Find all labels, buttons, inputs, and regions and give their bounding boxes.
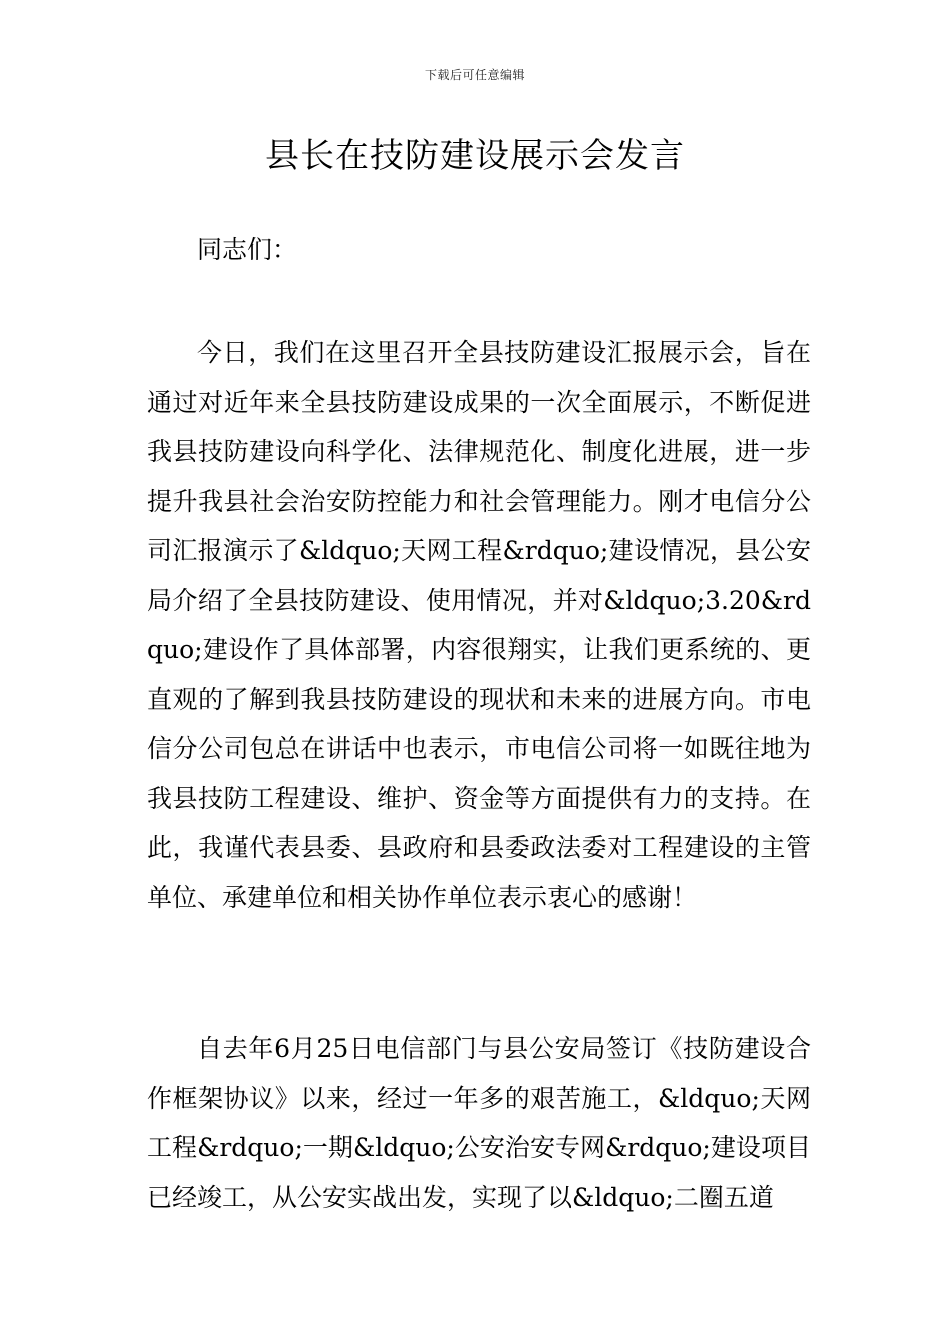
header-note: 下载后可任意编辑 xyxy=(424,68,525,82)
document-title: 县长在技防建设展示会发言 xyxy=(265,136,685,176)
salutation: 同志们： xyxy=(197,235,298,264)
body-paragraph-1: 今日，我们在这里召开全县技防建设汇报展示会，旨在通过对近年来全县技防建设成果的一次全面展示，不断促进我县技防建设向科学化、法律规范化、制度化进展，进一步提升我县社会治安防控能力和社会管理能力。刚才电信分公司汇报演示了&ldquo;天网工程&rdquo;建设情况，县公安局介绍了全县技防建设、使用情况，并对&ldquo;3.20&rdquo;建设作了具体部署，内容很翔实，让我们更系统的、更直观的了解到我县技防建设的现状和未来的进展方向。市电信分公司包总在讲话中也表示，市电信公司将一如既往地为我县技防工程建设、维护、资金等方面提供有力的支持。在此，我谨代表县委、县政府和县委政法委对工程建设的主管单位、承建单位和相关协作单位表示衷心的感谢！ xyxy=(147,338,811,912)
body-paragraph-2: 自去年6月25日电信部门与县公安局签订《技防建设合作框架协议》以来，经过一年多的艰苦施工，&ldquo;天网工程&rdquo;一期&ldquo;公安治安专网&rdquo;建设项目已经竣工，从公安实战出发，实现了以&ldquo;二圈五道 xyxy=(147,1034,811,1212)
